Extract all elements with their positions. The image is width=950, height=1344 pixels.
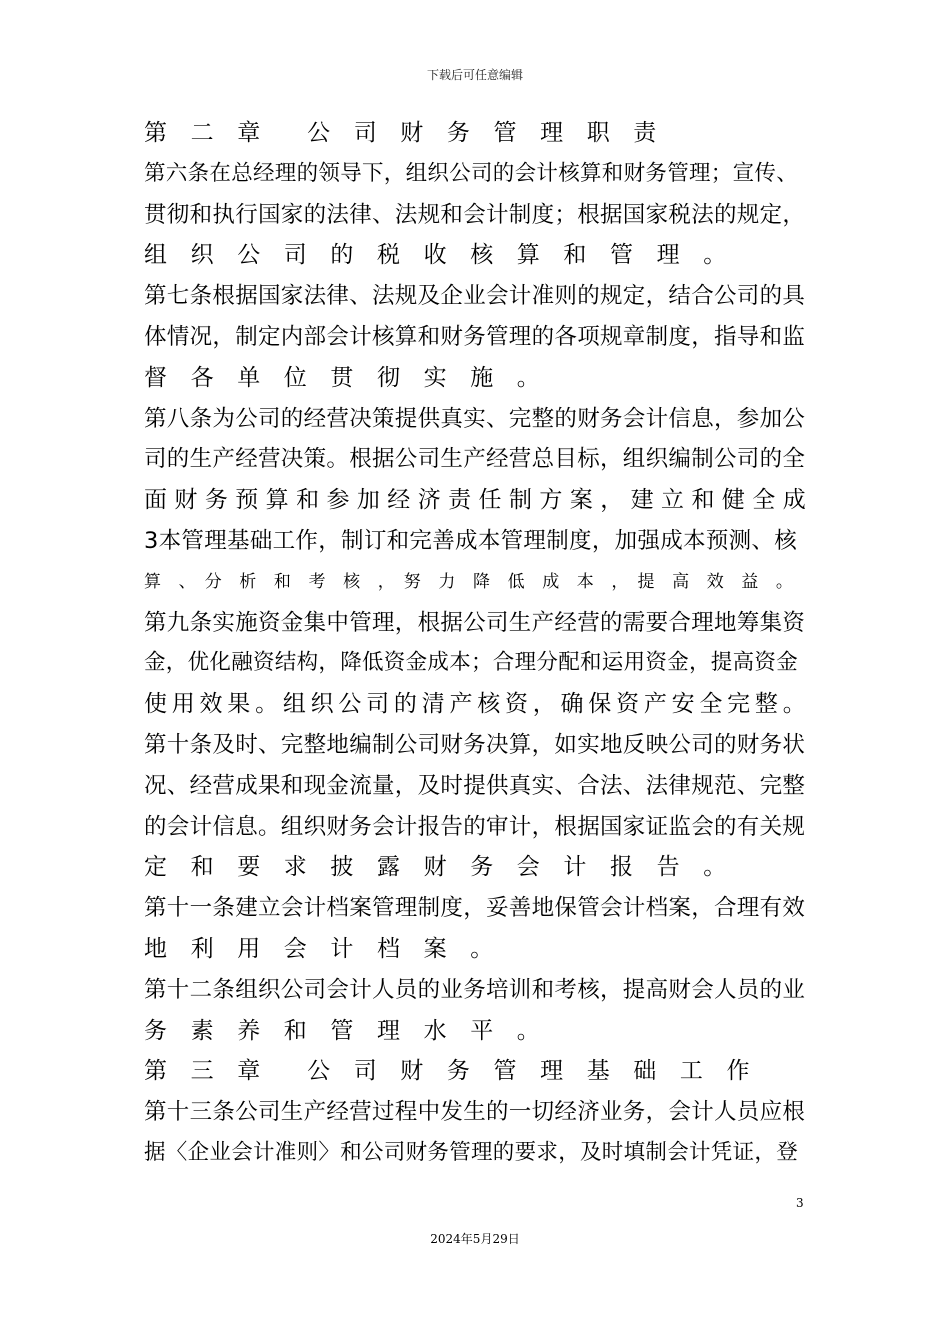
- paragraph-line: 贯彻和执行国家的法律、法规和会计制度；根据国家税法的规定，: [144, 201, 806, 228]
- paragraph-line: 组 织 公 司 的 税 收 核 算 和 管 理 。: [144, 242, 727, 269]
- paragraph-line: 3本管理基础工作，制订和完善成本管理制度，加强成本预测、核: [144, 527, 798, 554]
- paragraph-line: 况、经营成果和现金流量，及时提供真实、合法、法律规范、完整: [144, 772, 806, 799]
- paragraph-line: 第十条及时、完整地编制公司财务决算，如实地反映公司的财务状: [144, 731, 806, 758]
- chapter-heading: 第 三 章 公 司 财 务 管 理 基 础 工 作: [144, 1058, 750, 1085]
- paragraph-line: 督 各 单 位 贯 彻 实 施 。: [144, 364, 541, 391]
- paragraph-line: 定 和 要 求 披 露 财 务 会 计 报 告 。: [144, 854, 727, 881]
- page-footer-date: 2024年5月29日: [430, 1232, 520, 1246]
- document-body: [144, 113, 806, 1174]
- paragraph-line: 第十二条组织公司会计人员的业务培训和考核，提高财会人员的业: [144, 976, 806, 1003]
- paragraph-line: 地 利 用 会 计 档 案 。: [144, 935, 494, 962]
- paragraph-line: 据〈企业会计准则〉和公司财务管理的要求，及时填制会计凭证，登: [144, 1139, 799, 1165]
- paragraph-line: 司的生产经营决策。根据公司生产经营总目标，组织编制公司的全: [144, 446, 806, 473]
- paragraph-line: 第九条实施资金集中管理，根据公司生产经营的需要合理地筹集资: [144, 609, 806, 636]
- paragraph-line: 第六条在总经理的领导下，组织公司的会计核算和财务管理；宣传、: [144, 160, 799, 186]
- paragraph-line: 第八条为公司的经营决策提供真实、完整的财务会计信息，参加公: [144, 405, 806, 432]
- paragraph-line: 务 素 养 和 管 理 水 平 。: [144, 1017, 541, 1044]
- paragraph-line: 的会计信息。组织财务会计报告的审计，根据国家证监会的有关规: [144, 813, 806, 840]
- paragraph-line: 第十三条公司生产经营过程中发生的一切经济业务，会计人员应根: [144, 1099, 806, 1126]
- paragraph-line: 体情况，制定内部会计核算和财务管理的各项规章制度，指导和监: [144, 323, 806, 350]
- paragraph-line: 面财务预算和参加经济责任制方案，建立和健全成: [144, 487, 806, 514]
- paragraph-line: 算 、 分 析 和 考 核 ， 努 力 降 低 成 本 ， 提 高 效 益 。: [144, 571, 794, 592]
- page-number: 3: [796, 1196, 804, 1210]
- paragraph-line: 第七条根据国家法律、法规及企业会计准则的规定，结合公司的具: [144, 283, 806, 310]
- paragraph-line: 第十一条建立会计档案管理制度，妥善地保管会计档案，合理有效: [144, 895, 806, 922]
- page-header: 下载后可任意编辑: [426, 68, 523, 82]
- chapter-heading: 第 二 章 公 司 财 务 管 理 职 责: [144, 120, 657, 146]
- paragraph-line: 使用效果。组织公司的清产核资，确保资产安全完整。: [144, 691, 806, 718]
- paragraph-line: 金，优化融资结构，降低资金成本；合理分配和运用资金，提高资金: [144, 650, 799, 676]
